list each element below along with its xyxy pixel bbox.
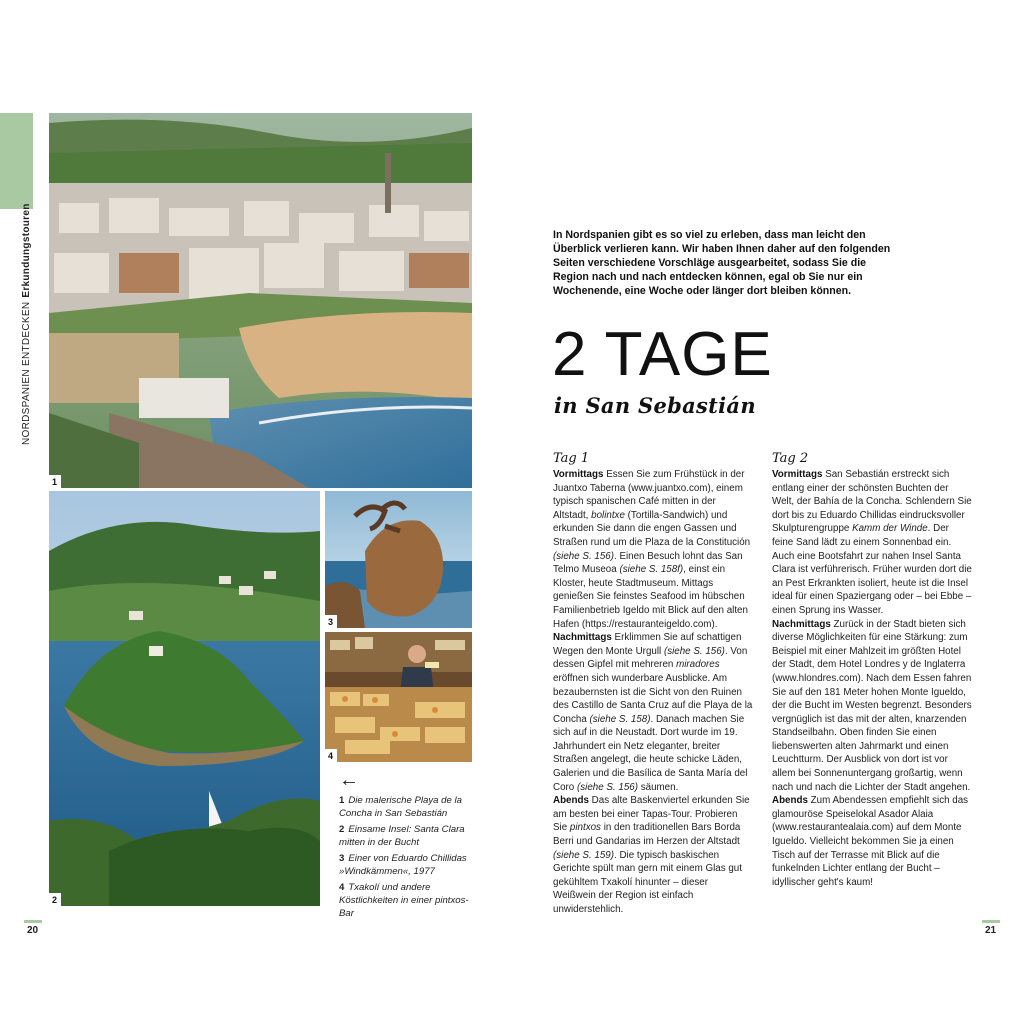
day1-evening: Abends Das alte Baskenviertel erkunden Sie am besten bei einer Tapas-Tour. Probieren Sie pintxos in den traditionellen Bars Borda Berri und Gandarias im Herzen der Altstadt (siehe S. 159). Die typisch baskischen Gerichte spült man gern mit einem Glas gut gekühltem Txakolí hinunter – dieser Weißwein der Region ist einfach unwiderstehlich.	[553, 795, 750, 915]
day1-heading: Tag 1	[553, 451, 590, 466]
photo-pintxos-image	[325, 632, 472, 762]
photo-wind-comb-image	[325, 491, 472, 628]
chapter-tab	[0, 113, 33, 209]
photo-number-4: 4	[325, 749, 337, 762]
intro-text: In Nordspanien gibt es so viel zu erleben, dass man leicht den Überblick verlieren kann. Wir haben Ihnen daher auf den folgenden Seiten verschiedene Vorschläge ausgearbeitet, sodass Sie die Region nach und nach entdecken können, egal ob Sie nur ein Wochenende, eine Woche oder länger dort bleiben können.	[553, 229, 891, 298]
page-title: 2 TAGE	[552, 320, 773, 389]
photo-concha-image	[49, 113, 472, 488]
caption-3: 3 Einer von Eduardo Chillidas »Windkämmen«, 1977	[339, 853, 467, 877]
caption-2: 2 Einsame Insel: Santa Clara mitten in der Bucht	[339, 824, 465, 848]
section-name: Erkundungstouren	[21, 203, 32, 298]
day2-heading: Tag 2	[772, 451, 809, 466]
caption-1: 1 Die malerische Playa de la Concha in San Sebastián	[339, 795, 462, 819]
caption-4: 4 Txakolí und andere Köstlichkeiten in einer pintxos-Bar	[339, 882, 469, 919]
photo-number-1: 1	[49, 475, 61, 488]
chapter-name: NORDSPANIEN ENTDECKEN	[21, 301, 32, 445]
photo-number-2: 2	[49, 893, 61, 906]
page-number-right: 21	[985, 925, 997, 936]
day2-evening: Abends Zum Abendessen empfiehlt sich das glamouröse Speiselokal Asador Alaia (www.restaurantealaia.com) auf dem Monte Igueldo. Vielleicht bekommen Sie ja einen Tisch auf der Terrasse mit Blick auf die funkelnden Lichter entlang der Bucht – idyllischer geht's kaum!	[772, 795, 969, 888]
day2-column	[772, 450, 972, 889]
arrow-left-icon: ←	[339, 769, 359, 791]
page-subtitle: in San Sebastián	[554, 393, 756, 418]
chapter-label	[21, 203, 32, 445]
photo-santa-clara	[49, 491, 320, 906]
day1-afternoon: Nachmittags Erklimmen Sie auf schattigen Wegen den Monte Urgull (siehe S. 156). Von dessen Gipfel mit mehreren miradores eröffnen sich wunderbare Ausblicke. Am bezaubernsten ist die Sicht von den Ruinen des Castillo de Santa Cruz auf die Playa de la Concha (siehe S. 158). Danach machen Sie sich auf in die Neustadt. Dort wurde im 19. Jahrhundert ein Netz eleganter, breiter Straßen angelegt, die heute schicke Läden, Galerien und die Basílica de Santa María del Coro (siehe S. 156) säumen.	[553, 632, 753, 793]
page-number-left: 20	[27, 925, 39, 936]
photo-pintxos-bar	[325, 632, 472, 762]
day1-morning: Vormittags Essen Sie zum Frühstück in der Juantxo Taberna (www.juantxo.com), einem typisch spanischen Café mitten in der Altstadt, bolintxe (Tortilla-Sandwich) und erkunden Sie dann die engen Gassen und Straßen rund um die Plaza de la Constitución (siehe S. 156). Einen Besuch lohnt das San Telmo Museoa (siehe S. 158f), einst ein Kloster, heute Stadtmuseum. Mittags genießen Sie feinstes Seafood im hübschen Familienbetrieb Igeldo mit Blick auf den alten Hafen (https://restauranteigeldo.com).	[553, 469, 751, 630]
page-number-rule-left	[24, 920, 42, 923]
day2-morning: Vormittags San Sebastián erstreckt sich entlang einer der schönsten Buchten der Welt, der Bahía de la Concha. Schlendern Sie dort bis zu Eduardo Chillidas eindrucksvoller Skulpturengruppe Kamm der Winde. Der feine Sand lädt zu einem Sonnenbad ein. Auch eine Bootsfahrt zur nahen Insel Santa Clara ist verführerisch. Früher wurden dort die an Pest Erkrankten isoliert, heute ist die Insel ideal für einen Spaziergang oder – bei Ebbe – einen Sprung ins Wasser.	[772, 469, 972, 616]
page-number-rule-right	[982, 920, 1000, 923]
photo-captions	[339, 794, 479, 923]
photo-number-3: 3	[325, 615, 337, 628]
photo-concha-beach	[49, 113, 472, 488]
photo-santa-clara-image	[49, 491, 320, 906]
day2-afternoon: Nachmittags Zurück in der Stadt bieten sich diverse Möglichkeiten für eine Stärkung: zum Beispiel mit einer Mahlzeit im größten Hotel der Stadt, dem Hotel Londres y de Inglaterra (www.hlondres.com). Nach dem Essen fahren Sie auf den 181 Meter hohen Monte Igueldo, der die Bucht im Westen begrenzt. Besonders vergnüglich ist das mit der alten, knarzenden Standseilbahn. Oben finden Sie einen liebenswerten alten Jahrmarkt und einen Leuchtturm. Der Ausblick von dort ist vor allem bei Sonnenuntergang großartig, wenn nach und nach die Lichter der Stadt angehen.	[772, 618, 972, 793]
day1-column	[553, 450, 753, 917]
photo-wind-comb	[325, 491, 472, 628]
